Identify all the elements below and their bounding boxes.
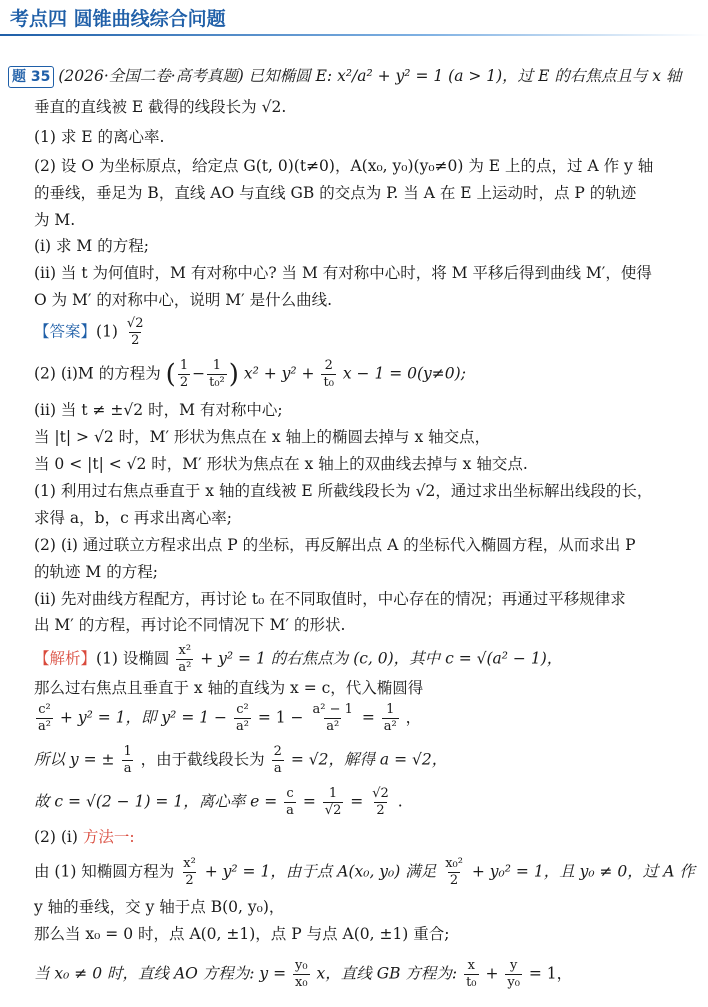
answer-line-6: (1) 利用过右焦点垂直于 x 轴的直线被 E 所截线段长为 √2，通过求出坐标解出线段的长， bbox=[34, 482, 653, 500]
answer-line-9: 的轨迹 M 的方程; bbox=[34, 563, 158, 581]
answer-fraction: $\frac{√2}{2}$ bbox=[126, 316, 144, 348]
problem-line-9: O 为 M′ 的对称中心，说明 M′ 是什么曲线. bbox=[34, 291, 333, 309]
answer-line-1: 【答案】(1) $\frac{√2}{2}$ bbox=[34, 316, 144, 348]
analysis-line-5: 故 c = √(2 − 1) = 1，离心率 e = $\frac{c}{a}$ = $\frac{1}{√2}$ = $\frac{√2}{2}$ . bbox=[34, 786, 403, 818]
problem-badge: 题 35 bbox=[8, 66, 54, 88]
analysis-tag: 【解析】 bbox=[34, 649, 97, 668]
answer-line-8: (2) (i) 通过联立方程求出点 P 的坐标，再反解出点 A 的坐标代入椭圆方程，从而求出 P bbox=[34, 536, 636, 554]
problem-line-4: (2) 设 O 为坐标原点，给定点 G(t, 0)(t≠0)，A(x₀, y₀)(y₀≠0) 为 E 上的点，过 A 作 y 轴 bbox=[34, 157, 654, 175]
analysis-line-1: 【解析】(1) 设椭圆 $\frac{\text{x²}}{\text{a²}}$ + y² = 1 的右焦点为 (c, 0)，其中 c = √(a² − 1)， bbox=[34, 643, 563, 675]
problem-line-8: (ii) 当 t 为何值时，M 有对称中心? 当 M 有对称中心时，将 M 平移后得到曲线 M′，使得 bbox=[34, 264, 652, 282]
answer-line-7: 求得 a，b，c 再求出离心率; bbox=[34, 509, 232, 527]
answer-m-equation: (2) (i)M 的方程为 ( $\frac{1}{2}$ − $\frac{1}{\text{t₀²}}$ ) x² + y² + $\frac{2}{\text{t₀}}$ x − 1 = 0(y≠0); bbox=[34, 358, 466, 390]
answer-line-5: 当 0 < |t| < √2 时，M′ 形状为焦点在 x 轴上的双曲线去掉与 x 轴交点. bbox=[34, 455, 528, 473]
problem-line-1: 题 35 (2026·全国二卷·高考真题) 已知椭圆 E: x²/a² + y² = 1 (a > 1)，过 E 的右焦点且与 x 轴 bbox=[8, 66, 681, 88]
analysis-line-10: 当 x₀ ≠ 0 时，直线 AO 方程为: y = $\frac{\text{y₀}}{\text{x₀}}$ x，直线 GB 方程为: $\frac{x}{\text{t₀}}$ + $\frac{y}{\text{y₀}}$ = 1， bbox=[34, 958, 573, 990]
header-divider bbox=[0, 34, 708, 36]
analysis-line-2: 那么过右焦点且垂直于 x 轴的直线为 x = c，代入椭圆得 bbox=[34, 679, 424, 697]
problem-line-5: 的垂线，垂足为 B，直线 AO 与直线 GB 的交点为 P. 当 A 在 E 上运动时，点 P 的轨迹 bbox=[34, 184, 637, 202]
problem-line-6: 为 M. bbox=[34, 211, 76, 229]
answer-line-10: (ii) 先对曲线方程配方，再讨论 t₀ 在不同取值时，中心存在的情况；再通过平移规律求 bbox=[34, 590, 626, 608]
answer-line-4: 当 |t| > √2 时，M′ 形状为焦点在 x 轴上的椭圆去掉与 x 轴交点， bbox=[34, 428, 491, 446]
answer-line-3: (ii) 当 t ≠ ±√2 时，M 有对称中心; bbox=[34, 401, 283, 419]
section-title: 考点四 圆锥曲线综合问题 bbox=[10, 8, 226, 30]
analysis-line-9: 那么当 x₀ = 0 时，点 A(0, ±1)，点 P 与点 A(0, ±1) 重合; bbox=[34, 925, 450, 943]
method-label: 方法一: bbox=[82, 828, 135, 846]
analysis-line-3: $\frac{\text{c²}}{\text{a²}}$ + y² = 1，即 y² = 1 − $\frac{\text{c²}}{\text{a²}}$ = 1 − $\frac{\text{a² − 1}}{\text{a²}}$ = $\frac{1}{\text{a²}}$ ， bbox=[38, 702, 422, 734]
answer-tag: 【答案】 bbox=[34, 322, 97, 341]
analysis-line-4: 所以 y = ± $\frac{1}{a}$ ，由于截线段长为 $\frac{2}{a}$ = √2，解得 a = √2， bbox=[34, 744, 448, 776]
answer-line-11: 出 M′ 的方程，再讨论不同情况下 M′ 的形状. bbox=[34, 616, 346, 634]
problem-line-3: (1) 求 E 的离心率. bbox=[34, 128, 165, 146]
problem-line-7: (i) 求 M 的方程; bbox=[34, 237, 149, 255]
analysis-line-8: y 轴的垂线，交 y 轴于点 B(0, y₀)， bbox=[34, 898, 285, 916]
analysis-line-7: 由 (1) 知椭圆方程为 $\frac{\text{x²}}{2}$ + y² = 1，由于点 A(x₀, y₀) 满足 $\frac{\text{x₀²}}{2}$ + y₀² = 1，且 y₀ ≠ 0，过 A 作 bbox=[34, 856, 695, 888]
problem-line-2: 垂直的直线被 E 截得的线段长为 √2. bbox=[34, 98, 287, 116]
analysis-line-6: (2) (i) 方法一: bbox=[34, 828, 135, 846]
section-header bbox=[0, 0, 708, 40]
